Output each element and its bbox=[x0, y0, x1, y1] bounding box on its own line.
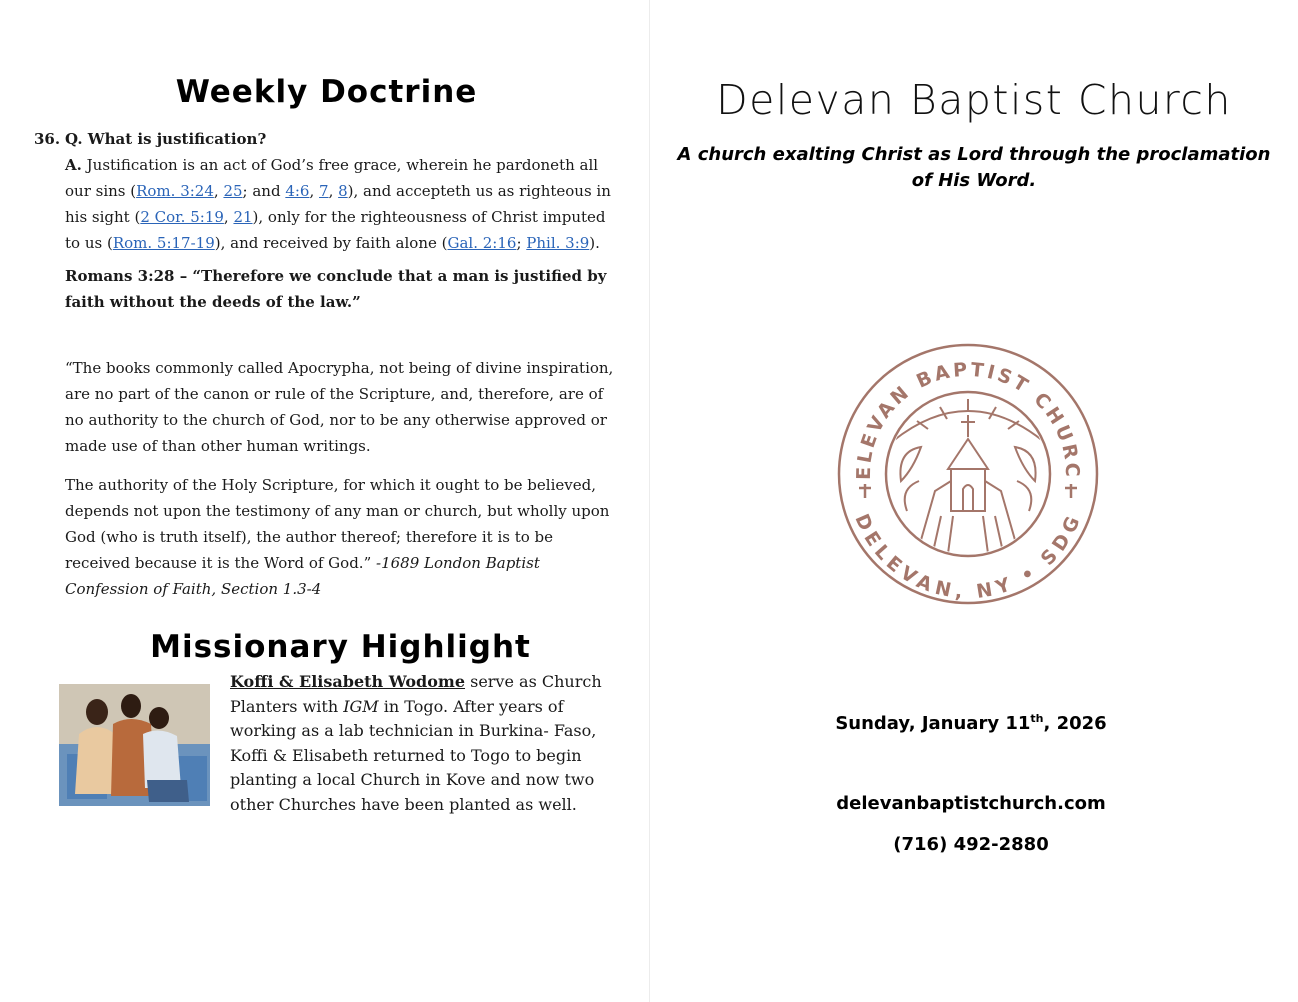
question-number: 36. bbox=[34, 130, 61, 148]
ref-comma: , bbox=[328, 182, 339, 200]
missionary-highlight-heading: Missionary Highlight bbox=[150, 629, 531, 665]
confession-paragraph-2 bbox=[65, 472, 615, 602]
phone-number: (716) 492-2880 bbox=[893, 834, 1049, 855]
ref-8-link[interactable]: 8 bbox=[338, 182, 348, 200]
missionary-text-1: serve as Church Planters with bbox=[230, 672, 602, 716]
ref-25-link[interactable]: 25 bbox=[223, 182, 243, 200]
seal-bottom-text: DELEVAN, NY • SDG bbox=[850, 510, 1086, 603]
answer-text-2: ), and accepteth us as righteous in his sight ( bbox=[65, 182, 611, 226]
ref-comma: , bbox=[213, 182, 224, 200]
ref-rom-3-24-link[interactable]: Rom. 3:24 bbox=[136, 182, 214, 200]
answer-text-1: Justification is an act of God’s free grace, wherein he pardoneth all our sins ( bbox=[65, 156, 599, 200]
weekly-doctrine-heading: Weekly Doctrine bbox=[175, 74, 478, 110]
missionary-org: IGM bbox=[343, 696, 379, 716]
ref-7-link[interactable]: 7 bbox=[319, 182, 329, 200]
ref-gal-2-16-link[interactable]: Gal. 2:16 bbox=[447, 234, 517, 252]
missionary-text-2: in Togo. After years of working as a lab technician in Burkina- Faso, Koffi & Elisabeth returned to Togo to begin planting a local Church in Kove and now two other Churches have been planted as well. bbox=[230, 696, 597, 814]
seal-top-text: ELEVAN BAPTIST CHURC bbox=[852, 358, 1084, 481]
ref-comma: , bbox=[309, 182, 320, 200]
confession-source: -1689 London Baptist Confession of Faith, Section 1.3-4 bbox=[65, 554, 540, 598]
answer-text-4: ), and received by faith alone ( bbox=[214, 234, 448, 252]
date-suffix: th bbox=[1030, 712, 1044, 725]
ref-2-cor-5-19-link[interactable]: 2 Cor. 5:19 bbox=[140, 208, 224, 226]
church-seal-logo bbox=[835, 341, 1101, 607]
right-page bbox=[650, 0, 1298, 1002]
missionary-description bbox=[230, 670, 618, 817]
confession-text: The authority of the Holy Scripture, for which it ought to be believed, depends not upon the testimony of any man or church, but wholly upon God (who is truth itself), the author thereof; therefore it is to be received because it is the Word of God.” bbox=[65, 476, 610, 572]
date-year: , 2026 bbox=[1043, 713, 1107, 734]
ref-semicolon: ; bbox=[516, 234, 527, 252]
missionary-photo bbox=[59, 684, 210, 806]
ref-21-link[interactable]: 21 bbox=[233, 208, 253, 226]
website-link[interactable]: delevanbaptistchurch.com bbox=[836, 793, 1106, 814]
answer-label: A. bbox=[65, 156, 82, 174]
missionary-name: Koffi & Elisabeth Wodome bbox=[230, 672, 466, 691]
ref-rom-5-17-link[interactable]: Rom. 5:17-19 bbox=[112, 234, 215, 252]
confession-paragraph-1: “The books commonly called Apocrypha, not being of divine inspiration, are no part of the canon or rule of the Scripture, and, therefore, are of no authority to the church of God, nor to be any otherwise approved or made use of than other human writings. bbox=[65, 359, 614, 455]
ref-and-text: ; and bbox=[242, 182, 286, 200]
service-date bbox=[650, 712, 1292, 734]
ref-phil-3-9-link[interactable]: Phil. 3:9 bbox=[526, 234, 590, 252]
question-text: Q. What is justification? bbox=[65, 130, 267, 148]
ref-4-6-link[interactable]: 4:6 bbox=[285, 182, 310, 200]
church-tagline: A church exalting Christ as Lord through the proclamation of His Word. bbox=[677, 144, 1271, 191]
answer-text-3: ), only for the righteousness of Christ imputed to us ( bbox=[65, 208, 606, 252]
church-name-title: Delevan Baptist Church bbox=[716, 76, 1232, 124]
answer-end: ). bbox=[589, 234, 600, 252]
answer-paragraph bbox=[65, 152, 615, 256]
date-prefix: Sunday, January 11 bbox=[835, 713, 1031, 734]
ref-comma: , bbox=[223, 208, 234, 226]
scripture-verse: Romans 3:28 – “Therefore we conclude that a man is justified by faith without the deeds of the law.” bbox=[65, 267, 607, 311]
